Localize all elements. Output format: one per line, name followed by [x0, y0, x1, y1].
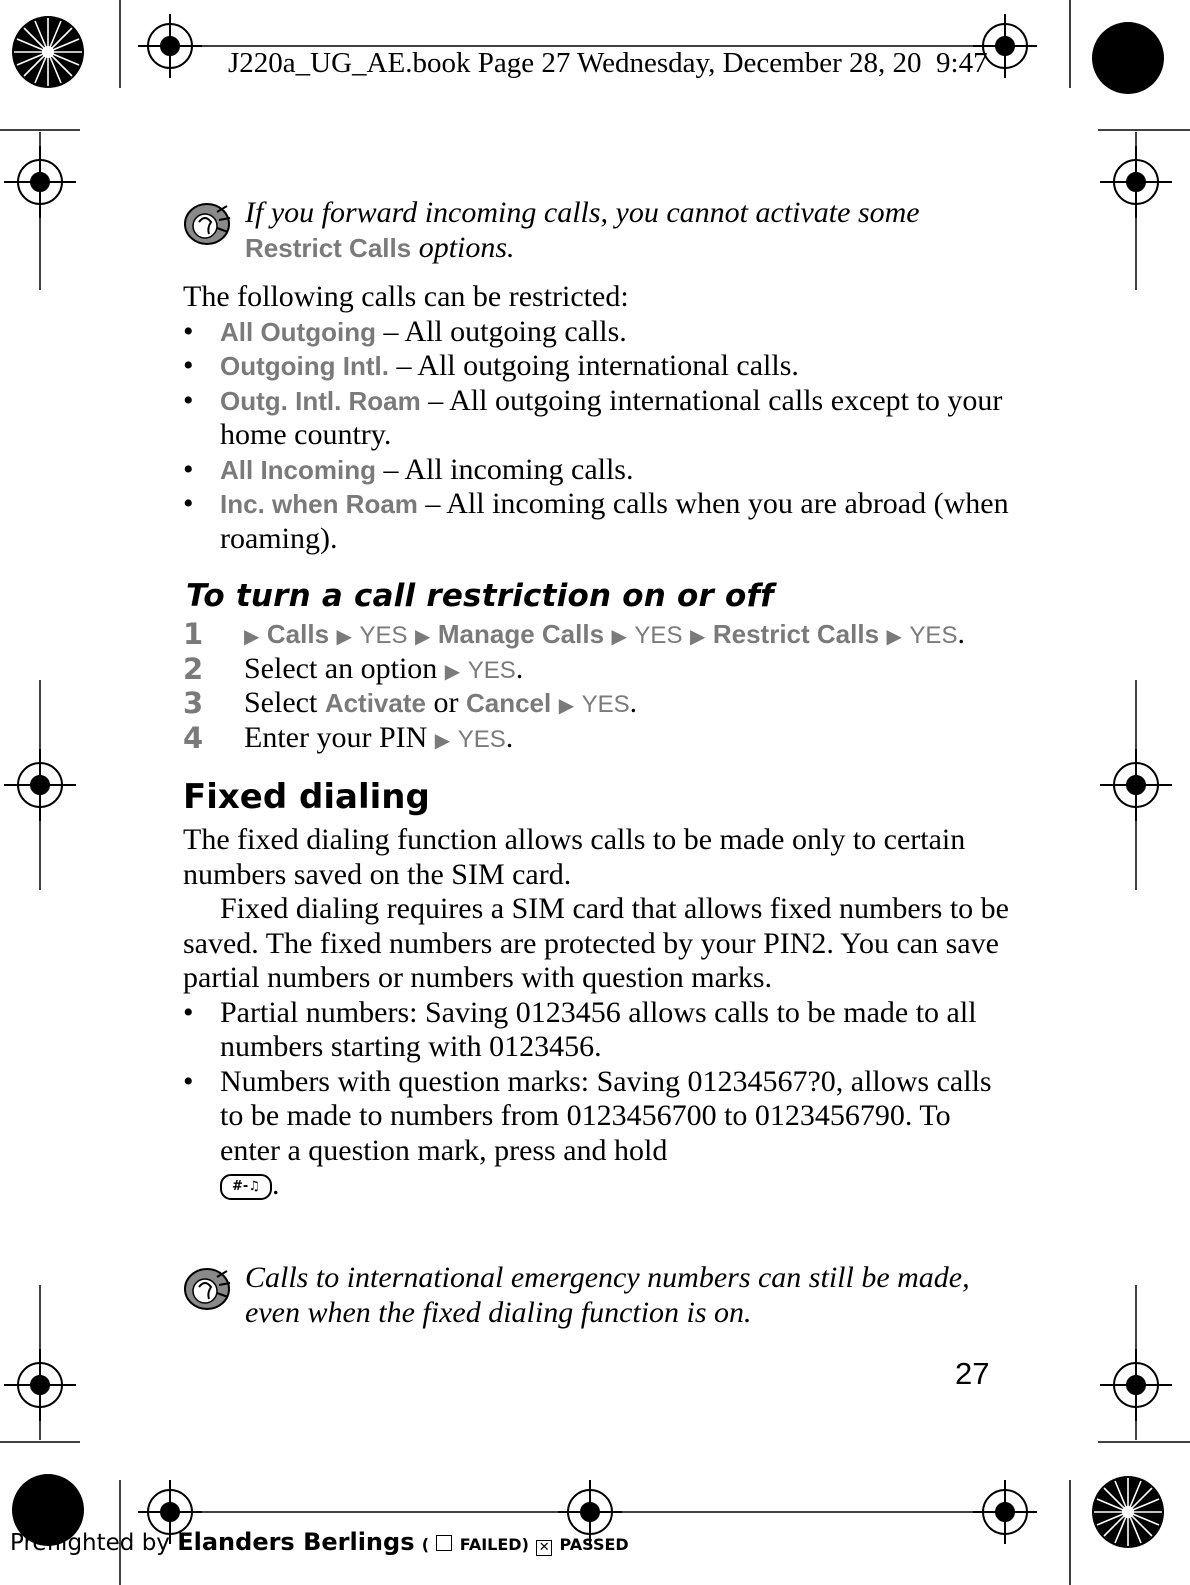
step-text-or: or — [425, 686, 466, 719]
option-activate: Activate — [324, 688, 426, 718]
option-desc: – All incoming calls when you are abroad (when roaming). — [220, 487, 1009, 555]
procedure-title: To turn a call restriction on or off — [186, 578, 774, 614]
tip-note — [183, 196, 1013, 265]
tip-note — [183, 1261, 1013, 1330]
passed-checkbox: ✕ — [536, 1540, 552, 1556]
failed-label: FAILED — [459, 1535, 522, 1554]
option-desc: – All outgoing international calls. — [388, 349, 799, 382]
paragraph: Fixed dialing requires a SIM card that allows fixed numbers to be saved. The fixed numbers are protected by your PIN2. You can save partial numbers or numbers with question marks. — [183, 892, 1009, 994]
yes-key: YES — [359, 622, 408, 649]
paragraph: The fixed dialing function allows calls to be made only to certain numbers saved on the SIM card. — [183, 823, 966, 891]
arrow-icon: ▶ — [689, 624, 706, 648]
option-desc: – All outgoing calls. — [375, 314, 627, 348]
tip-icon — [183, 1265, 233, 1311]
step-number: 1 — [183, 617, 204, 651]
list-item — [183, 315, 1013, 350]
list-item — [183, 453, 1013, 488]
hash-key-icon: #-♫ — [220, 1174, 272, 1200]
restrict-list — [183, 315, 1013, 557]
arrow-icon: ▶ — [414, 624, 431, 648]
tip-icon — [183, 200, 233, 246]
step-2: 2 Select an option ▶ YES. — [183, 651, 524, 686]
option-term: All Outgoing — [220, 316, 376, 347]
ui-term: Restrict Calls — [245, 232, 412, 263]
preflight-label: Preflighted by — [10, 1530, 170, 1556]
yes-key: YES — [581, 691, 630, 718]
list-item: • Partial numbers: Saving 0123456 allows calls to be made to all numbers starting with 0123456. — [183, 996, 1013, 1065]
menu-manage-calls: Manage Calls — [437, 619, 605, 649]
step-1: 1 ▶ Calls ▶ YES ▶ Manage Calls ▶ YES ▶ Restrict Calls ▶ YES. — [183, 617, 965, 651]
arrow-icon: ▶ — [886, 624, 902, 648]
list-item-text: Numbers with question marks: Saving 01234567?0, allows calls to be made to numbers from 0123456700 to 0123456790. To enter a question mark, press and hold — [220, 1064, 992, 1167]
note-text: Calls to international emergency numbers can still be made, even when the fixed dialing function is on. — [245, 1261, 970, 1329]
step-number: 4 — [183, 720, 204, 755]
print-header: J220a_UG_AE.book Page 27 Wednesday, December 28, 20 9:47 — [228, 47, 988, 79]
section-heading: Fixed dialing — [183, 777, 430, 817]
arrow-icon: ▶ — [611, 624, 627, 648]
option-desc: – All incoming calls. — [376, 452, 634, 486]
passed-label: PASSED — [559, 1535, 629, 1554]
list-item: • Numbers with question marks: Saving 01234567?0, allows calls to be made to numbers from 0123456700 to 0123456790. To enter a question mark, press and hold #-♫ . — [183, 1065, 1013, 1203]
step-4: 4 Enter your PIN ▶ YES. — [183, 720, 514, 755]
yes-key: YES — [634, 622, 683, 649]
restrict-section — [183, 280, 1013, 556]
menu-restrict-calls: Restrict Calls — [712, 619, 880, 649]
list-item — [183, 384, 1013, 453]
arrow-icon: ▶ — [558, 693, 575, 717]
failed-checkbox — [436, 1535, 452, 1551]
menu-calls: Calls — [266, 619, 330, 649]
preflight-stamp: Preflighted by Elanders Berlings ( FAILED) ✕ PASSED — [10, 1528, 629, 1556]
fixed-dialing-section — [183, 823, 1013, 1203]
yes-key: YES — [909, 622, 958, 649]
procedure-steps — [183, 617, 1013, 755]
arrow-icon: ▶ — [336, 624, 352, 648]
fixed-list — [183, 996, 1013, 1203]
brand-logo: Elanders Berlings — [177, 1528, 415, 1556]
list-item — [183, 349, 1013, 384]
option-term: Outgoing Intl. — [220, 351, 389, 381]
option-desc: – All outgoing international calls except to your home country. — [220, 383, 1003, 451]
arrow-icon: ▶ — [434, 727, 451, 752]
step-text: Enter your PIN — [244, 720, 435, 754]
step-text: Select an option — [244, 651, 445, 685]
list-item — [183, 487, 1013, 556]
page-number: 27 — [955, 1356, 990, 1391]
step-3: 3 Select Activate or Cancel ▶ YES. — [183, 686, 638, 720]
restrict-intro: The following calls can be restricted: — [183, 280, 629, 313]
option-term: Inc. when Roam — [220, 489, 418, 519]
note-text: If you forward incoming calls, you cannot activate some — [245, 196, 920, 229]
step-number: 2 — [183, 651, 204, 686]
step-number: 3 — [183, 686, 204, 720]
arrow-icon: ▶ — [444, 658, 461, 683]
option-cancel: Cancel — [465, 688, 552, 718]
yes-key: YES — [467, 656, 516, 684]
note-text-end: options. — [411, 230, 515, 264]
arrow-icon: ▶ — [244, 624, 260, 648]
step-text: Select — [244, 686, 325, 719]
yes-key: YES — [457, 725, 506, 753]
option-term: All Incoming — [220, 454, 376, 485]
option-term: Outg. Intl. Roam — [220, 385, 421, 416]
